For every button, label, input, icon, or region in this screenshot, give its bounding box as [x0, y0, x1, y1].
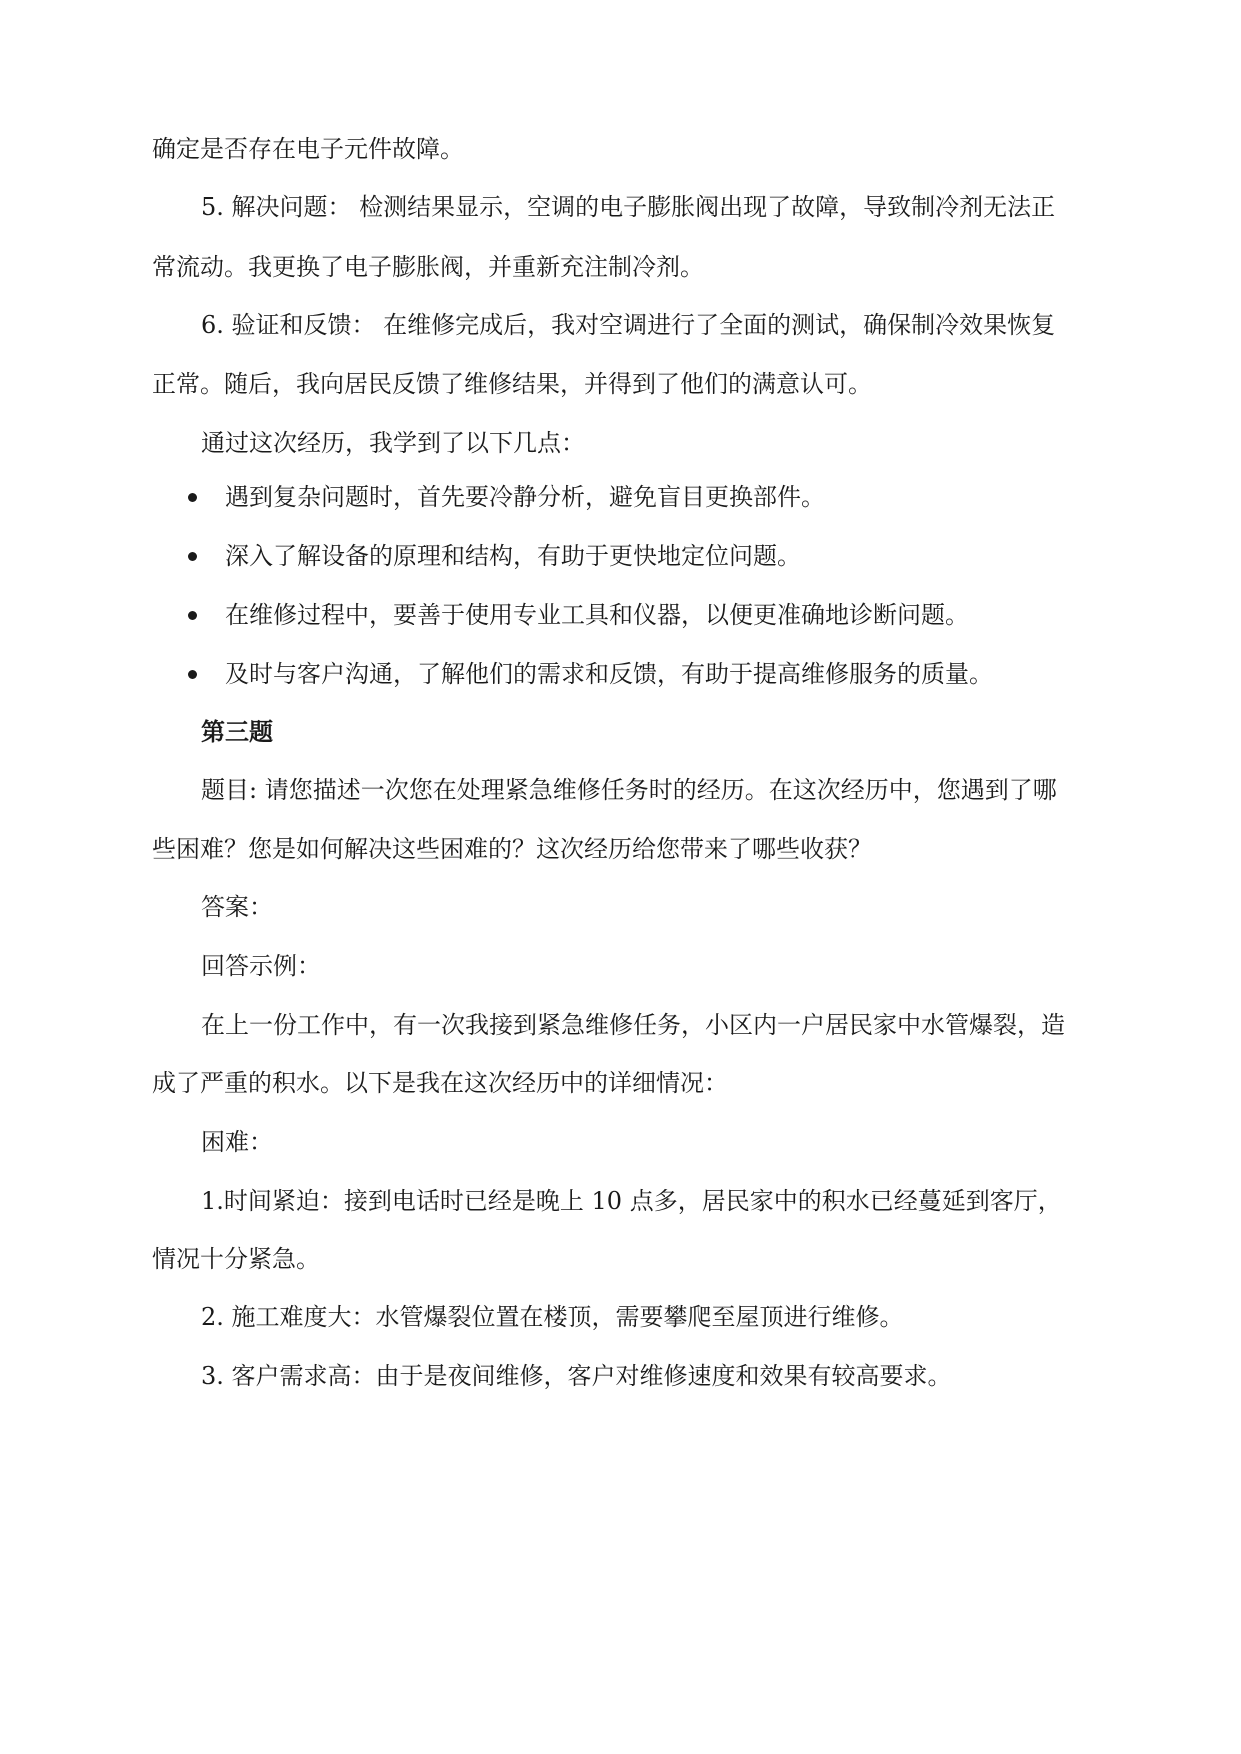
answer-label: 答案：	[201, 893, 273, 921]
lesson-item: 深入了解设备的原理和结构，有助于更快地定位问题。	[225, 542, 801, 570]
lesson-item: 遇到复杂问题时，首先要冷静分析，避免盲目更换部件。	[225, 483, 825, 511]
difficulty-1-line-2: 情况十分紧急。	[152, 1245, 320, 1273]
step-5-line-1: 5. 解决问题： 检测结果显示，空调的电子膨胀阀出现了故障，导致制冷剂无法正	[201, 193, 1056, 221]
bullet-icon	[188, 611, 197, 620]
lesson-item: 及时与客户沟通，了解他们的需求和反馈，有助于提高维修服务的质量。	[225, 660, 993, 688]
lessons-intro: 通过这次经历，我学到了以下几点：	[201, 429, 585, 457]
step-6-line-1: 6. 验证和反馈： 在维修完成后，我对空调进行了全面的测试，确保制冷效果恢复	[201, 311, 1056, 339]
story-line-1: 在上一份工作中，有一次我接到紧急维修任务，小区内一户居民家中水管爆裂，造	[201, 1011, 1065, 1039]
bullet-icon	[188, 493, 197, 502]
difficulty-1-line-1: 1.时间紧迫：接到电话时已经是晚上 10 点多，居民家中的积水已经蔓延到客厅，	[201, 1187, 1062, 1215]
example-label: 回答示例：	[201, 952, 321, 980]
paragraph-continuation: 确定是否存在电子元件故障。	[152, 135, 464, 163]
difficulty-2: 2. 施工难度大：水管爆裂位置在楼顶，需要攀爬至屋顶进行维修。	[201, 1303, 904, 1331]
lesson-item: 在维修过程中，要善于使用专业工具和仪器，以便更准确地诊断问题。	[225, 601, 969, 629]
question-line-1: 题目: 请您描述一次您在处理紧急维修任务时的经历。在这次经历中，您遇到了哪	[201, 776, 1057, 804]
bullet-icon	[188, 552, 197, 561]
step-6-line-2: 正常。随后，我向居民反馈了维修结果，并得到了他们的满意认可。	[152, 370, 872, 398]
question-line-2: 些困难？您是如何解决这些困难的？这次经历给您带来了哪些收获？	[152, 835, 872, 863]
section-heading: 第三题	[201, 718, 273, 746]
difficulty-3: 3. 客户需求高：由于是夜间维修，客户对维修速度和效果有较高要求。	[201, 1362, 952, 1390]
bullet-icon	[188, 670, 197, 679]
difficulty-label: 困难：	[201, 1128, 273, 1156]
step-5-line-2: 常流动。我更换了电子膨胀阀，并重新充注制冷剂。	[152, 253, 704, 281]
story-line-2: 成了严重的积水。以下是我在这次经历中的详细情况：	[152, 1069, 728, 1097]
